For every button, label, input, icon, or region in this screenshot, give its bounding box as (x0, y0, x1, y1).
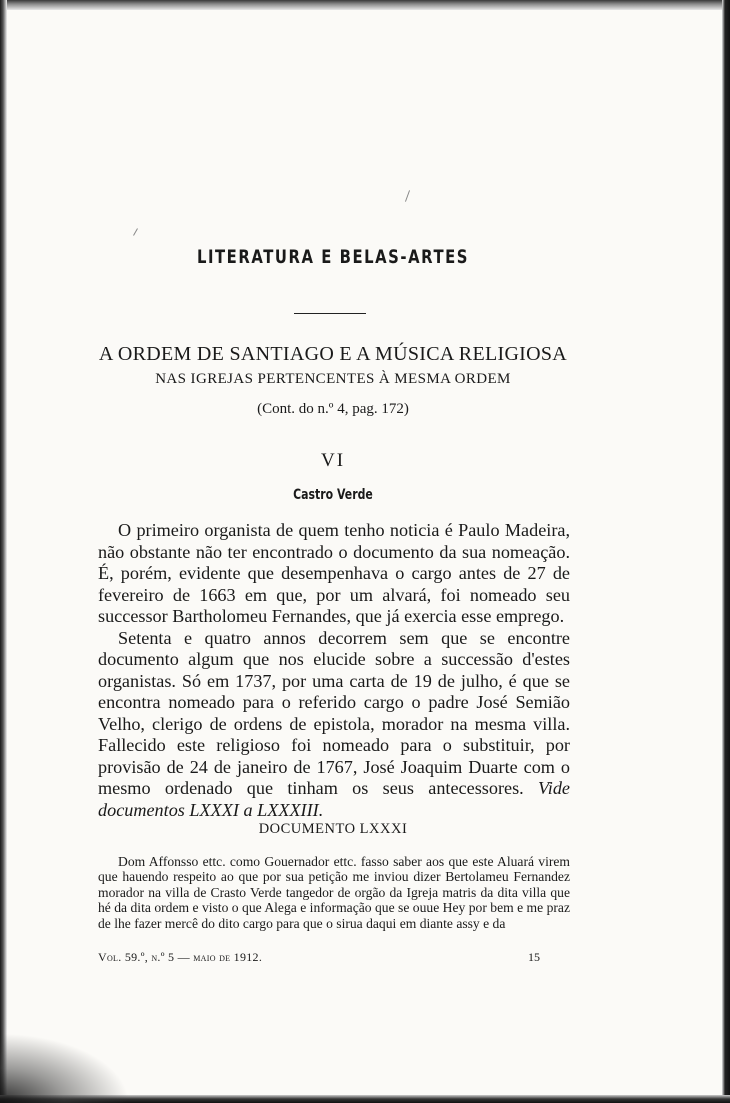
chapter-number: VI (320, 450, 346, 471)
scan-edge-left (0, 0, 7, 1103)
chapter-heading: Castro Verde (293, 487, 373, 503)
scan-speck (133, 228, 138, 235)
body-paragraph (98, 628, 570, 822)
page-number: 15 (528, 950, 540, 964)
article-subtitle: NAS IGREJAS PERTENCENTES À MESMA ORDEM (155, 371, 511, 387)
article-title: A ORDEM DE SANTIAGO E A MÚSICA RELIGIOSA (98, 343, 568, 365)
scan-corner-shadow (0, 1033, 130, 1103)
scan-speck (405, 190, 410, 202)
page-footer (98, 950, 540, 965)
volume-info: Vol. 59.º, n.º 5 — maio de 1912. (98, 950, 263, 964)
body-paragraph: O primeiro organista de quem tenho noticia é Paulo Madeira, não obstante não ter encontrado o documento da sua nomeação. É, porém, evidente que desempenhava o cargo antes de 27 de fevereiro de 1663 em que, por um alvará, foi nomeado seu successor Bartholomeu Fernandes, que já exercia esse emprego. (98, 520, 570, 626)
document-reference: Vide documentos LXXXI a LXXXIII. (98, 778, 571, 820)
title-divider (294, 313, 366, 314)
document-paragraph: Dom Affonsso ettc. como Gouernador ettc. fasso saber aos que este Aluará virem que hauendo respeito ao que por sua petição me inviou dizer Bertolameu Fernandez morador na villa de Crasto Verde tangedor de orgão da Igreja matris da dita villa que hé da dita ordem e visto o que Alega e informação que se ouue Hey por bem e me praz de lhe fazer mercê do dito cargo para que o sirua daqui em diante assy e da (98, 854, 570, 931)
section-title: LITERATURA E BELAS-ARTES (196, 246, 470, 268)
document-heading: DOCUMENTO LXXXI (258, 821, 408, 837)
body-text (98, 520, 570, 821)
scan-edge-right (722, 0, 730, 1103)
scan-edge-top (0, 0, 730, 10)
continuation-note: (Cont. do n.º 4, pag. 172) (257, 401, 409, 417)
document-text (98, 854, 570, 931)
body-paragraph-text: Setenta e quatro annos decorrem sem que se encontre documento algum que nos elucide sobre a successão d'estes organistas. Só em 1737, por uma carta de 19 de julho, é que se encontra nomeado para o referido cargo o padre José Semião Velho, clerigo de ordens de epistola, morador na mesma villa. Fallecido este religioso foi nomeado para o substituir, por provisão de 24 de janeiro de 1767, José Joaquim Duarte com o mesmo ordenado que tinham os seus antecessores. (98, 627, 570, 798)
